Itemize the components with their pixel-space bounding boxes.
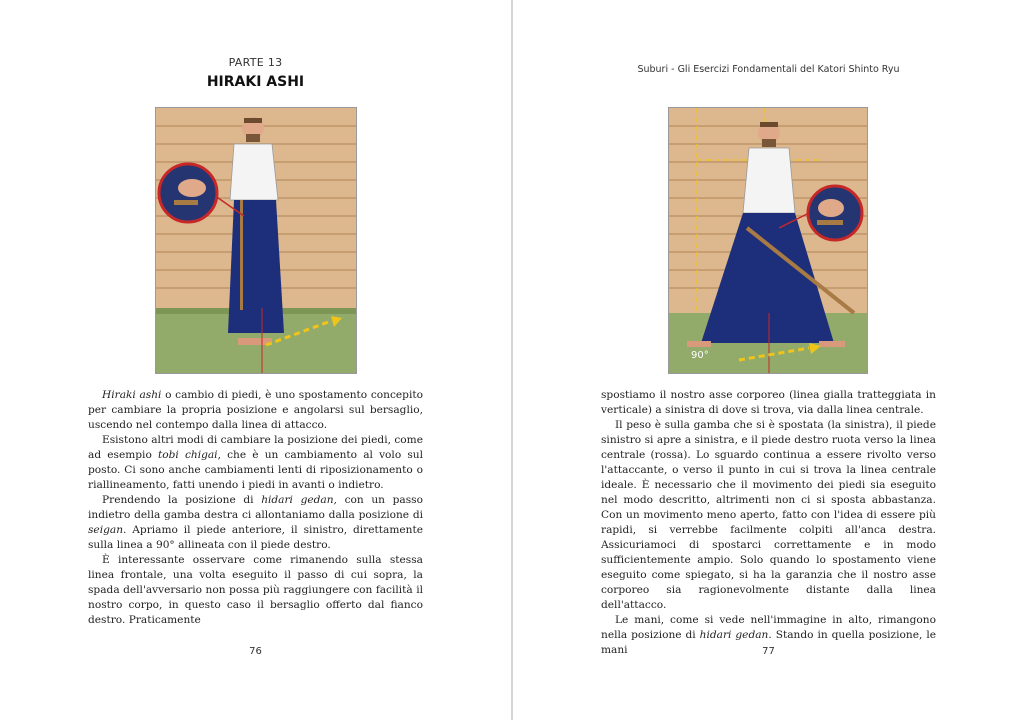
text: con un passo indietro della gamba destra ci allontaniamo dalla posizione di xyxy=(88,494,423,521)
text-italic: hidari gedan, xyxy=(261,494,337,506)
running-head: Suburi - Gli Esercizi Fondamentali del Katori Shinto Ryu xyxy=(637,64,900,75)
paragraph xyxy=(601,418,936,613)
text: spostiamo il nostro asse corporeo (linea gialla tratteggiata in verticale) a sinistra di dove si trova, via dalla linea centrale. xyxy=(601,389,936,416)
illustration-photo-stance xyxy=(668,107,868,374)
right-page xyxy=(513,0,1024,720)
text-italic: Hiraki ashi xyxy=(102,389,162,401)
text: , che è un cambiamento al volo sul posto. Ci sono anche cambiamenti lenti di riposizionamento o riallineamento, fatti unendo i piedi in avanti o indietro. xyxy=(88,449,423,491)
text: Prendendo la posizione di xyxy=(102,494,262,506)
text: o cambio di piedi, è uno spostamento concepito per cambiare la propria posizione e angolarsi sul bersaglio, uscendo nel contempo dalla linea di attacco. xyxy=(88,389,423,431)
angle-label: 90° xyxy=(691,350,709,361)
paragraph xyxy=(88,493,423,553)
text: È interessante osservare come rimanendo sulla stessa linea frontale, una volta eseguito il passo di cui sopra, la spada dell'avversario non possa più raggiungere con facilità il nostro corpo, in questo caso il bersaglio offerto dal fianco destro. Praticamente xyxy=(88,554,423,626)
text: . Apriamo il piede anteriore, il sinistro, direttamente sulla linea a 90° allineata con il piede destro. xyxy=(88,524,423,551)
paragraph xyxy=(88,388,423,433)
text: Il peso è sulla gamba che si è spostata (la sinistra), il piede sinistro si apre a sinistra, e il piede destro ruota verso la linea centrale (rossa). Lo sguardo continua a essere rivolto verso l'attaccante, o verso il punto in cui si trova la linea centrale ideale. È necessario che il movimento dei piedi sia eseguito nel modo descritto, altrimenti non ci si sposta abbastanza. Con un movimento meno aperto, fatto con l'idea di essere più rapidi, si verrebbe facilmente colpiti all'anca destra. Assicuriamoci di spostarci correttamente e in modo sufficientemente ampio. Solo quando lo spostamento viene eseguito come spiegato, si ha la garanzia che il nostro asse corporeo sia ragionevolmente distante dalla linea dell'attacco. xyxy=(601,419,936,611)
page-number: 76 xyxy=(249,646,262,657)
chapter-title: HIRAKI ASHI xyxy=(206,74,305,90)
text-italic: tobi chigai xyxy=(157,449,218,461)
paragraph xyxy=(601,388,936,418)
chapter-label: PARTE 13 xyxy=(228,56,283,69)
paragraph xyxy=(88,433,423,493)
text: Esistono altri modi di cambiare la posizione dei piedi, come ad esempio xyxy=(88,434,423,461)
left-body-text xyxy=(88,388,423,628)
text: . Stando in quella posizione, le mani xyxy=(601,629,936,656)
text-italic: seigan xyxy=(88,524,124,536)
paragraph xyxy=(88,553,423,628)
illustration-photo-standing xyxy=(155,107,357,374)
page-number: 77 xyxy=(762,646,775,657)
text-italic: hidari gedan xyxy=(699,629,769,641)
left-page xyxy=(0,0,511,720)
text: Le mani, come si vede nell'immagine in alto, rimangono nella posizione di xyxy=(601,614,936,641)
right-body-text xyxy=(601,388,936,658)
